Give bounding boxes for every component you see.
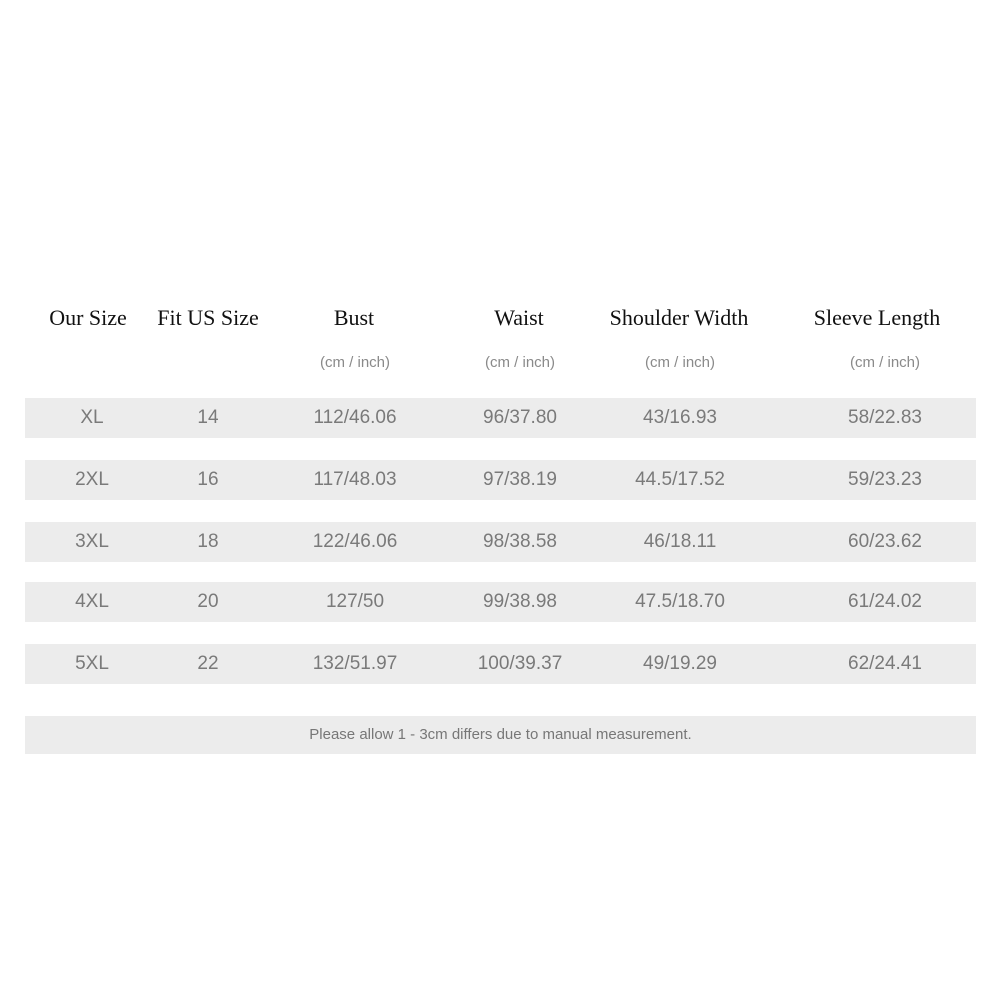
cell-our-size: 3XL bbox=[75, 531, 109, 552]
cell-bust: 122/46.06 bbox=[312, 531, 398, 552]
header-fit-us-size: Fit US Size bbox=[157, 305, 259, 330]
cell-bust: 132/51.97 bbox=[312, 653, 398, 674]
cell-waist: 98/38.58 bbox=[483, 531, 557, 552]
measurement-note-text: Please allow 1 - 3cm differs due to manual measurement. bbox=[309, 726, 692, 743]
header-waist: Waist bbox=[494, 305, 544, 330]
header-our-size: Our Size bbox=[49, 305, 127, 330]
table-row bbox=[25, 460, 976, 500]
cell-fit-us-size: 18 bbox=[197, 531, 219, 552]
table-row bbox=[25, 644, 976, 684]
cell-our-size: 4XL bbox=[75, 591, 109, 612]
cell-waist: 97/38.19 bbox=[483, 469, 557, 490]
cell-sleeve-length: 59/23.23 bbox=[848, 469, 922, 490]
cell-bust: 112/46.06 bbox=[313, 407, 397, 428]
cell-fit-us-size: 16 bbox=[197, 469, 219, 490]
cell-shoulder-width: 46/18.11 bbox=[643, 531, 717, 552]
table-row bbox=[25, 522, 976, 562]
cell-sleeve-length: 62/24.41 bbox=[848, 653, 922, 674]
cell-shoulder-width: 43/16.93 bbox=[643, 407, 717, 428]
header-sleeve-length: Sleeve Length bbox=[813, 305, 941, 330]
table-row bbox=[25, 398, 976, 438]
cell-shoulder-width: 44.5/17.52 bbox=[635, 469, 725, 490]
cell-our-size: 2XL bbox=[75, 469, 109, 490]
unit-shoulder-width: (cm / inch) bbox=[644, 354, 716, 371]
cell-shoulder-width: 47.5/18.70 bbox=[635, 591, 725, 612]
cell-waist: 96/37.80 bbox=[483, 407, 557, 428]
cell-shoulder-width: 49/19.29 bbox=[643, 653, 717, 674]
unit-waist: (cm / inch) bbox=[484, 354, 556, 371]
cell-sleeve-length: 58/22.83 bbox=[848, 407, 922, 428]
cell-sleeve-length: 60/23.62 bbox=[848, 531, 922, 552]
cell-waist: 100/39.37 bbox=[477, 653, 563, 674]
cell-bust: 127/50 bbox=[325, 591, 385, 612]
cell-our-size: 5XL bbox=[75, 653, 109, 674]
unit-bust: (cm / inch) bbox=[319, 354, 391, 371]
measurement-note bbox=[25, 716, 976, 754]
cell-fit-us-size: 20 bbox=[197, 591, 219, 612]
cell-bust: 117/48.03 bbox=[313, 469, 397, 490]
cell-our-size: XL bbox=[80, 407, 104, 428]
cell-fit-us-size: 22 bbox=[197, 653, 219, 674]
cell-fit-us-size: 14 bbox=[197, 407, 219, 428]
header-shoulder-width: Shoulder Width bbox=[609, 305, 749, 330]
header-bust: Bust bbox=[333, 305, 375, 330]
cell-sleeve-length: 61/24.02 bbox=[848, 591, 922, 612]
unit-sleeve-length: (cm / inch) bbox=[849, 354, 921, 371]
cell-waist: 99/38.98 bbox=[483, 591, 557, 612]
table-row bbox=[25, 582, 976, 622]
